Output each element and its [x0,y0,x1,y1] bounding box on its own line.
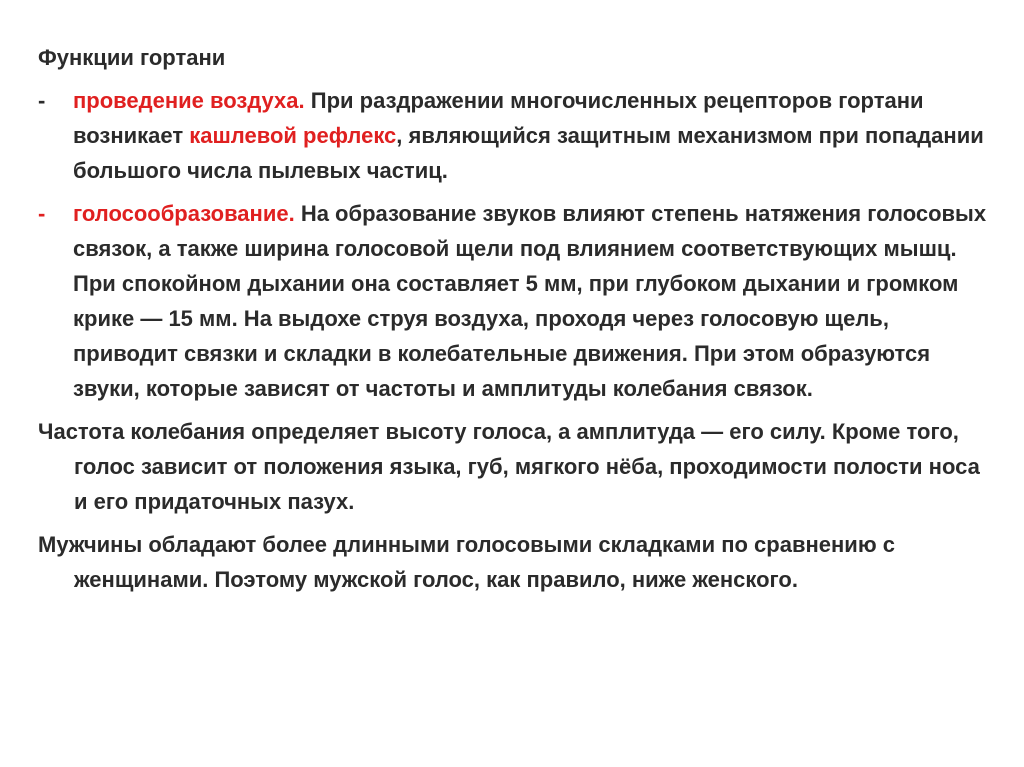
bullet-text [73,196,988,406]
slide-content [38,40,988,605]
term-voice-formation: голосообразование. [73,201,295,226]
bullet-text-part: При раздражении многочисленных рецепторов гортани возникает [73,88,924,148]
bullet-text [73,83,988,188]
bullet-marker: - [38,201,46,226]
paragraph-men-voice: Мужчины обладают более длинными голосовыми складками по сравнению с женщинами. Поэтому мужской голос, как правило, ниже женского. [38,532,895,592]
bullet-marker: - [38,88,46,113]
term-cough-reflex: кашлевой рефлекс [189,123,397,148]
slide-title: Функции гортани [38,45,226,70]
paragraph-frequency: Частота колебания определяет высоту голоса, а амплитуда — его силу. Кроме того, голос зависит от положения языка, губ, мягкого нёба, проходимости полости носа и его придаточных пазух. [38,419,980,514]
bullet-text-part: На образование звуков влияют степень натяжения голосовых связок, а также ширина голосовой щели под влиянием соответствующих мышц. При спокойном дыхании она составляет 5 мм, при глубоком дыхании и громком крике — 15 мм. На выдохе струя воздуха, проходя через голосовую щель, приводит связки и складки в колебательные движения. При этом образуются звуки, которые зависят от частоты и амплитуды колебания связок. [73,201,987,401]
bullet-text-part: , являющийся защитным механизмом при попадании большого числа пылевых частиц. [73,123,984,183]
term-air-conduction: проведение воздуха. [73,88,305,113]
bullet-voice-formation [38,196,988,406]
bullet-air-conduction [38,83,988,188]
